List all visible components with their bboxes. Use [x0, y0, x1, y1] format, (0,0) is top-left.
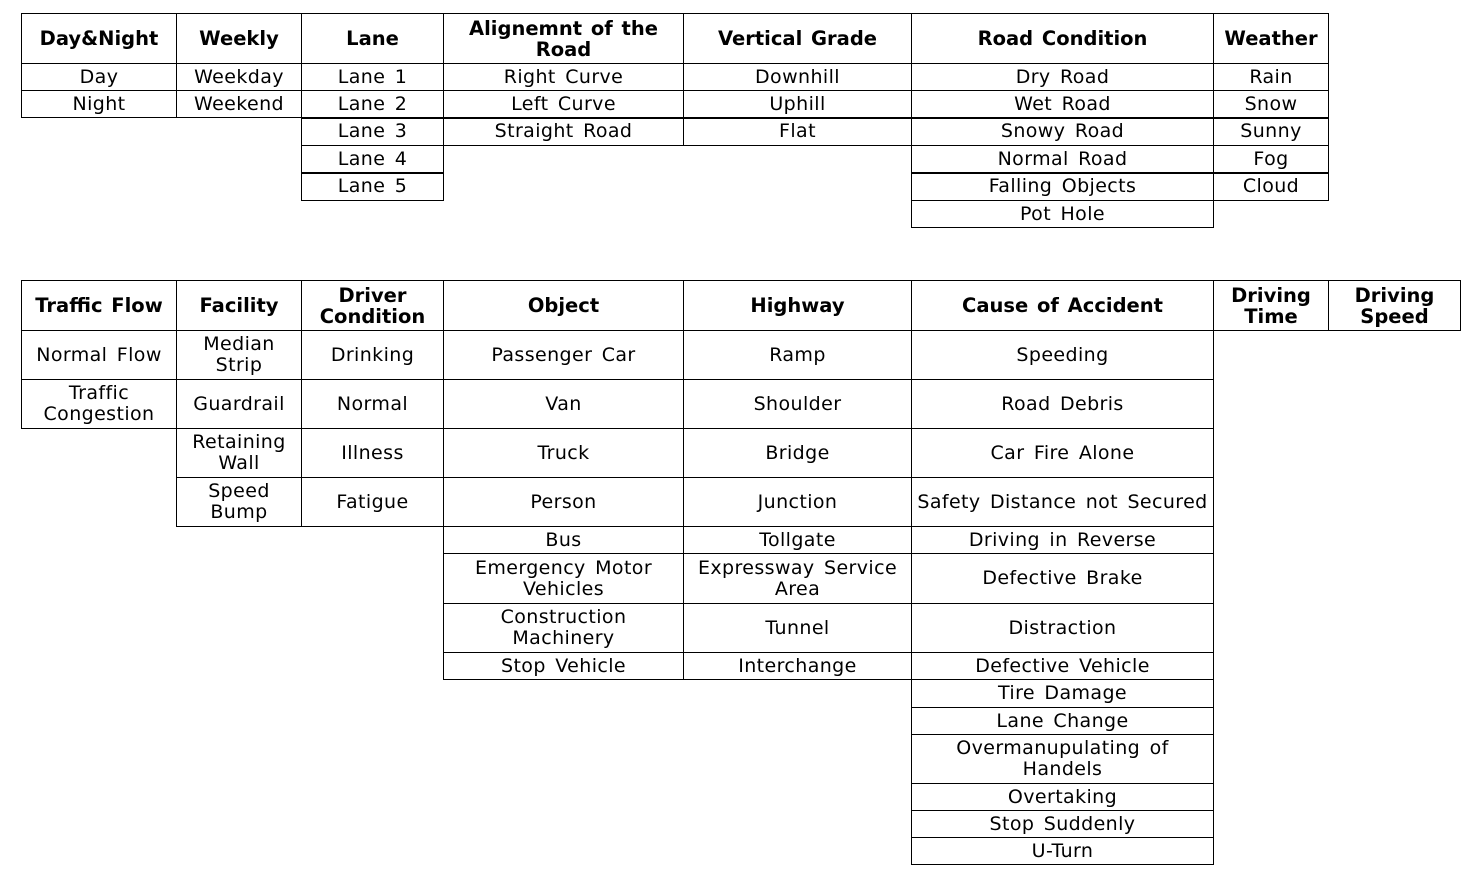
cell-cause-driving-in-reverse: Driving in Reverse [911, 526, 1214, 554]
cell-driver_condition-drinking: Drinking [301, 330, 444, 380]
cell-weather-sunny: Sunny [1213, 118, 1329, 146]
cell-alignment-straight-road: Straight Road [443, 118, 684, 146]
cell-vertical_grade-uphill: Uphill [683, 90, 912, 118]
cell-object-truck: Truck [443, 428, 684, 478]
header-driving-speed: Driving Speed [1328, 280, 1461, 331]
header-cause-of-accident: Cause of Accident [911, 280, 1214, 331]
cell-highway-interchange: Interchange [683, 652, 912, 680]
header-road-condition: Road Condition [911, 13, 1214, 64]
cell-facility-median-strip: Median Strip [176, 330, 302, 380]
cell-cause-lane-change: Lane Change [911, 707, 1214, 735]
cell-cause-tire-damage: Tire Damage [911, 679, 1214, 708]
header-traffic-flow: Traffic Flow [21, 280, 177, 331]
cell-road_condition-wet-road: Wet Road [911, 90, 1214, 118]
header-driver-condition: Driver Condition [301, 280, 444, 331]
cell-object-stop-vehicle: Stop Vehicle [443, 652, 684, 680]
cell-highway-ramp: Ramp [683, 330, 912, 380]
cell-driver_condition-normal: Normal [301, 379, 444, 429]
header-day-night: Day&Night [21, 13, 177, 64]
cell-weather-rain: Rain [1213, 63, 1329, 91]
cell-alignment-right-curve: Right Curve [443, 63, 684, 91]
header-weather: Weather [1213, 13, 1329, 64]
cell-lane-lane-3: Lane 3 [301, 118, 444, 146]
cell-day_night-day: Day [21, 63, 177, 91]
header-driving-time: Driving Time [1213, 280, 1329, 331]
cell-cause-road-debris: Road Debris [911, 379, 1214, 429]
cell-cause-car-fire-alone: Car Fire Alone [911, 428, 1214, 478]
header-highway: Highway [683, 280, 912, 331]
cell-cause-u-turn: U-Turn [911, 837, 1214, 865]
cell-object-person: Person [443, 477, 684, 527]
cell-lane-lane-1: Lane 1 [301, 63, 444, 91]
cell-driver_condition-fatigue: Fatigue [301, 477, 444, 527]
cell-weekly-weekend: Weekend [176, 90, 302, 118]
cell-lane-lane-5: Lane 5 [301, 173, 444, 201]
cell-weather-cloud: Cloud [1213, 173, 1329, 201]
cell-cause-overmanupulating-of-handels: Overmanupulating of Handels [911, 734, 1214, 784]
cell-traffic_flow-traffic-congestion: Traffic Congestion [21, 379, 177, 429]
cell-lane-lane-2: Lane 2 [301, 90, 444, 118]
cell-object-emergency-motor-vehicles: Emergency Motor Vehicles [443, 553, 684, 604]
cell-cause-stop-suddenly: Stop Suddenly [911, 810, 1214, 838]
header-weekly: Weekly [176, 13, 302, 64]
cell-highway-tunnel: Tunnel [683, 603, 912, 653]
header-lane: Lane [301, 13, 444, 64]
cell-day_night-night: Night [21, 90, 177, 118]
cell-highway-junction: Junction [683, 477, 912, 527]
cell-facility-retaining-wall: Retaining Wall [176, 428, 302, 478]
cell-weather-snow: Snow [1213, 90, 1329, 118]
cell-highway-bridge: Bridge [683, 428, 912, 478]
cell-facility-speed-bump: Speed Bump [176, 477, 302, 527]
cell-object-construction-machinery: Construction Machinery [443, 603, 684, 653]
header-alignemnt-of-the-road: Alignemnt of the Road [443, 13, 684, 64]
cell-cause-defective-vehicle: Defective Vehicle [911, 652, 1214, 680]
cell-cause-distraction: Distraction [911, 603, 1214, 653]
cell-road_condition-falling-objects: Falling Objects [911, 173, 1214, 201]
cell-cause-defective-brake: Defective Brake [911, 553, 1214, 604]
cell-highway-shoulder: Shoulder [683, 379, 912, 429]
cell-facility-guardrail: Guardrail [176, 379, 302, 429]
cell-object-passenger-car: Passenger Car [443, 330, 684, 380]
cell-traffic_flow-normal-flow: Normal Flow [21, 330, 177, 380]
cell-cause-safety-distance-not-secured: Safety Distance not Secured [911, 477, 1214, 527]
cell-road_condition-normal-road: Normal Road [911, 145, 1214, 173]
header-vertical-grade: Vertical Grade [683, 13, 912, 64]
cell-cause-speeding: Speeding [911, 330, 1214, 380]
cell-alignment-left-curve: Left Curve [443, 90, 684, 118]
cell-road_condition-pot-hole: Pot Hole [911, 200, 1214, 228]
cell-weather-fog: Fog [1213, 145, 1329, 173]
cell-lane-lane-4: Lane 4 [301, 145, 444, 173]
header-facility: Facility [176, 280, 302, 331]
cell-highway-tollgate: Tollgate [683, 526, 912, 554]
cell-road_condition-dry-road: Dry Road [911, 63, 1214, 91]
cell-vertical_grade-flat: Flat [683, 118, 912, 146]
cell-road_condition-snowy-road: Snowy Road [911, 118, 1214, 146]
header-object: Object [443, 280, 684, 331]
cell-vertical_grade-downhill: Downhill [683, 63, 912, 91]
cell-object-van: Van [443, 379, 684, 429]
cell-weekly-weekday: Weekday [176, 63, 302, 91]
cell-cause-overtaking: Overtaking [911, 783, 1214, 811]
cell-object-bus: Bus [443, 526, 684, 554]
cell-driver_condition-illness: Illness [301, 428, 444, 478]
cell-highway-expressway-service-area: Expressway Service Area [683, 553, 912, 604]
